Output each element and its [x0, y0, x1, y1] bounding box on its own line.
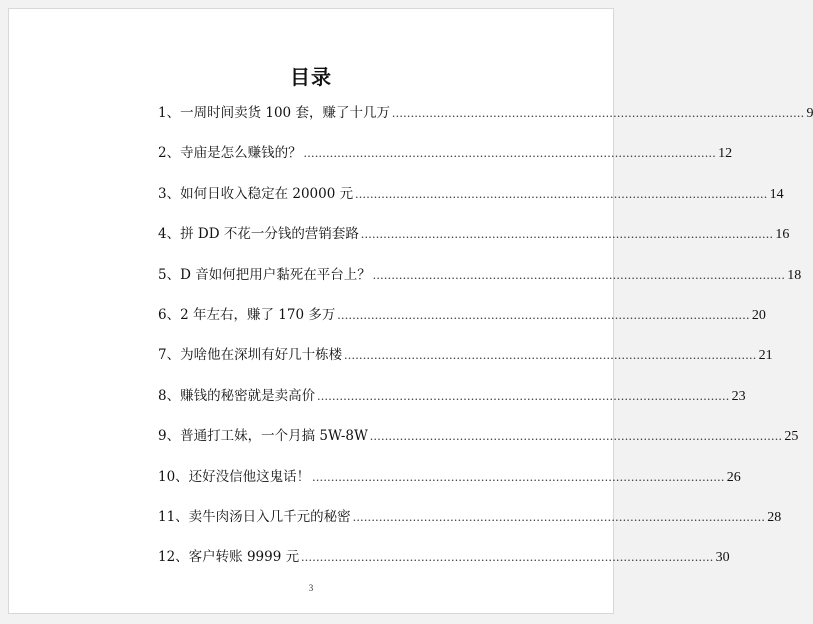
toc-entry-page: 21	[758, 348, 773, 364]
toc-entry[interactable]	[158, 547, 730, 587]
toc-entry-text: 10、还好没信他这鬼话！	[158, 468, 311, 485]
toc-entry-text: 1、一周时间卖货 100 套，赚了十几万	[158, 105, 390, 121]
toc-entry-page: 30	[715, 550, 730, 566]
toc-leader-dots: ..............................................................................................................	[344, 347, 757, 363]
toc-leader-dots: ..............................................................................................................	[391, 105, 805, 120]
toc-leader-dots: ..............................................................................................................	[372, 266, 786, 282]
toc-entry-page: 14	[769, 186, 784, 202]
toc-entry-page: 12	[718, 146, 733, 162]
toc-entry[interactable]	[158, 345, 773, 385]
toc-entry-text: 4、拼 DD 不花一分钱的营销套路	[158, 226, 359, 243]
toc-entry-text: 6、2 年左右，赚了 170 多万	[158, 306, 336, 323]
toc-entry[interactable]	[158, 507, 782, 547]
toc-entry-page: 25	[784, 429, 799, 445]
page-number: 3	[308, 583, 314, 593]
toc-title: 目录	[290, 65, 332, 89]
toc-leader-dots: ..............................................................................................................	[360, 226, 774, 242]
toc-leader-dots: ..............................................................................................................	[301, 549, 714, 565]
document-page	[8, 8, 813, 614]
toc-entry-page: 16	[775, 227, 790, 243]
toc-entry[interactable]	[158, 305, 766, 345]
toc-entry-text: 8、赚钱的秘密就是卖高价	[158, 387, 316, 404]
toc-entry-text: 12、客户转账 9999 元	[158, 549, 300, 566]
toc-entry-page: 23	[731, 388, 746, 404]
toc-leader-dots: ..............................................................................................................	[312, 468, 725, 484]
toc-entry-text: 9、普通打工妹，一个月搞 5W-8W	[158, 428, 368, 445]
toc-entry[interactable]	[158, 265, 802, 305]
toc-entry-text: 2、寺庙是怎么赚钱的？	[158, 145, 302, 162]
toc-entry[interactable]	[158, 143, 733, 183]
toc-entry-page: 9	[806, 106, 813, 121]
toc-entry-page: 28	[767, 509, 782, 525]
toc-entry[interactable]	[158, 224, 790, 264]
toc-entry[interactable]	[158, 103, 813, 143]
toc-entry-page: 26	[726, 469, 741, 485]
toc-leader-dots: ..............................................................................................................	[355, 185, 768, 201]
toc-leader-dots: ..............................................................................................................	[317, 387, 730, 403]
toc-entry-text: 5、D 音如何把用户黏死在平台上？	[158, 266, 371, 283]
toc-entry-page: 20	[751, 307, 766, 323]
toc-entry[interactable]	[158, 467, 741, 507]
toc-entry[interactable]	[158, 426, 799, 466]
toc-leader-dots: ..............................................................................................................	[369, 428, 783, 444]
toc-entry-page: 18	[787, 267, 802, 283]
toc-leader-dots: ..............................................................................................................	[352, 508, 766, 524]
toc-entry-text: 7、为啥他在深圳有好几十栋楼	[158, 347, 343, 364]
toc-entry-text: 3、如何日收入稳定在 20000 元	[158, 185, 354, 202]
toc-entry[interactable]	[158, 386, 746, 426]
toc-leader-dots: ..............................................................................................................	[303, 145, 717, 161]
toc-entry[interactable]	[158, 184, 784, 224]
toc-leader-dots: ..............................................................................................................	[337, 306, 750, 322]
toc-list	[158, 103, 813, 588]
toc-entry-text: 11、卖牛肉汤日入几千元的秘密	[158, 508, 351, 525]
